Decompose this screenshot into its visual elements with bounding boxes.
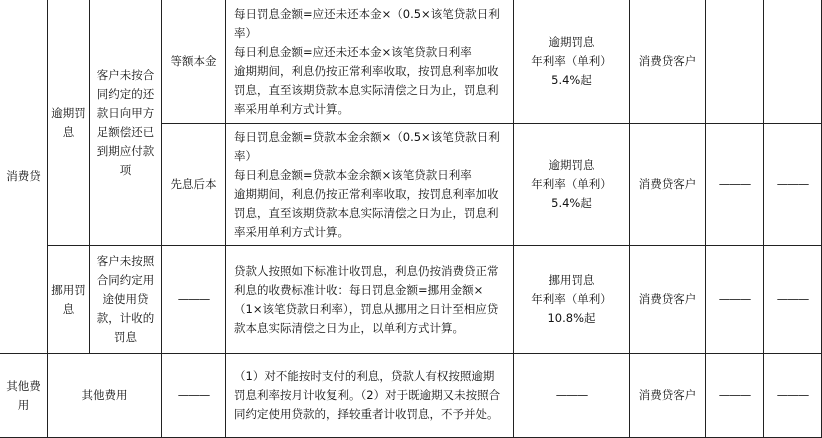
category-cell: 其他费用 — [0, 354, 48, 438]
condition-cell: 客户未按合同约定的还款日向甲方足额偿还已到期应付款项 — [90, 0, 162, 246]
empty-cell — [764, 0, 822, 124]
formula-cell — [226, 124, 514, 246]
formula-cell — [226, 246, 514, 354]
rate-cell — [514, 0, 630, 124]
rate-cell: ——— — [514, 354, 630, 438]
placeholder-dash: ——— — [706, 354, 764, 438]
placeholder-dash: ——— — [706, 246, 764, 354]
placeholder-dash: ——— — [764, 124, 822, 246]
rate-text: 逾期罚息 年利率（单利）5.4%起 — [531, 35, 612, 87]
formula-cell — [226, 0, 514, 124]
formula-text: 贷款人按照如下标准计收罚息，利息仍按消费贷正常利息的收费标准计收：每日罚息金额=挪用金额×（1×该笔贷款日利率），罚息从挪用之日计至相应贷款本息实际清偿之日为止，以单利方式计算。 — [234, 263, 499, 335]
repayment-method-cell: ——— — [162, 246, 226, 354]
fee-type-cell: 其他费用 — [48, 354, 162, 438]
rate-text: 逾期罚息 年利率（单利）5.4%起 — [531, 158, 612, 210]
repayment-method-cell: 先息后本 — [162, 124, 226, 246]
repayment-method-cell: 等额本金 — [162, 0, 226, 124]
table-row — [0, 0, 822, 124]
table-row — [0, 246, 822, 354]
empty-cell — [706, 0, 764, 124]
customer-cell: 消费贷客户 — [630, 124, 706, 246]
rate-cell — [514, 124, 630, 246]
formula-text: 每日罚息金额=贷款本金余额×（0.5×该笔贷款日利率） 每日利息金额=贷款本金余额×该笔贷款日利率 逾期期间，利息仍按正常利率收取，按罚息利率加收罚息，直至该期贷款本息实际清偿之日为止，罚息利率采用单利方式计算。 — [234, 129, 500, 239]
condition-cell: 客户未按照合同约定用途使用贷款，计收的罚息 — [90, 246, 162, 354]
table-row — [0, 354, 822, 438]
fee-type-cell: 挪用罚息 — [48, 246, 90, 354]
rate-text: 挪用罚息 年利率（单利）10.8%起 — [531, 273, 612, 325]
placeholder-dash: ——— — [706, 124, 764, 246]
fee-type-cell: 逾期罚息 — [48, 0, 90, 246]
formula-text: 每日罚息金额=应还未还本金×（0.5×该笔贷款日利率） 每日利息金额=应还未还本金×该笔贷款日利率 逾期期间，利息仍按正常利率收取，按罚息利率加收罚息，直至该期贷款本息实际清偿之日为止，罚息利率采用单利方式计算。 — [234, 6, 500, 116]
customer-cell: 消费贷客户 — [630, 246, 706, 354]
placeholder-dash: ——— — [764, 354, 822, 438]
repayment-method-cell: ——— — [162, 354, 226, 438]
placeholder-dash: ——— — [764, 246, 822, 354]
formula-text: （1）对不能按时支付的利息，贷款人有权按照逾期罚息利率按月计收复利。（2）对于既逾期又未按照合同约定使用贷款的，择较重者计收罚息，不予并处。 — [234, 369, 501, 421]
rate-cell — [514, 246, 630, 354]
formula-cell — [226, 354, 514, 438]
customer-cell: 消费贷客户 — [630, 0, 706, 124]
category-cell: 消费贷 — [0, 0, 48, 354]
customer-cell: 消费贷客户 — [630, 354, 706, 438]
